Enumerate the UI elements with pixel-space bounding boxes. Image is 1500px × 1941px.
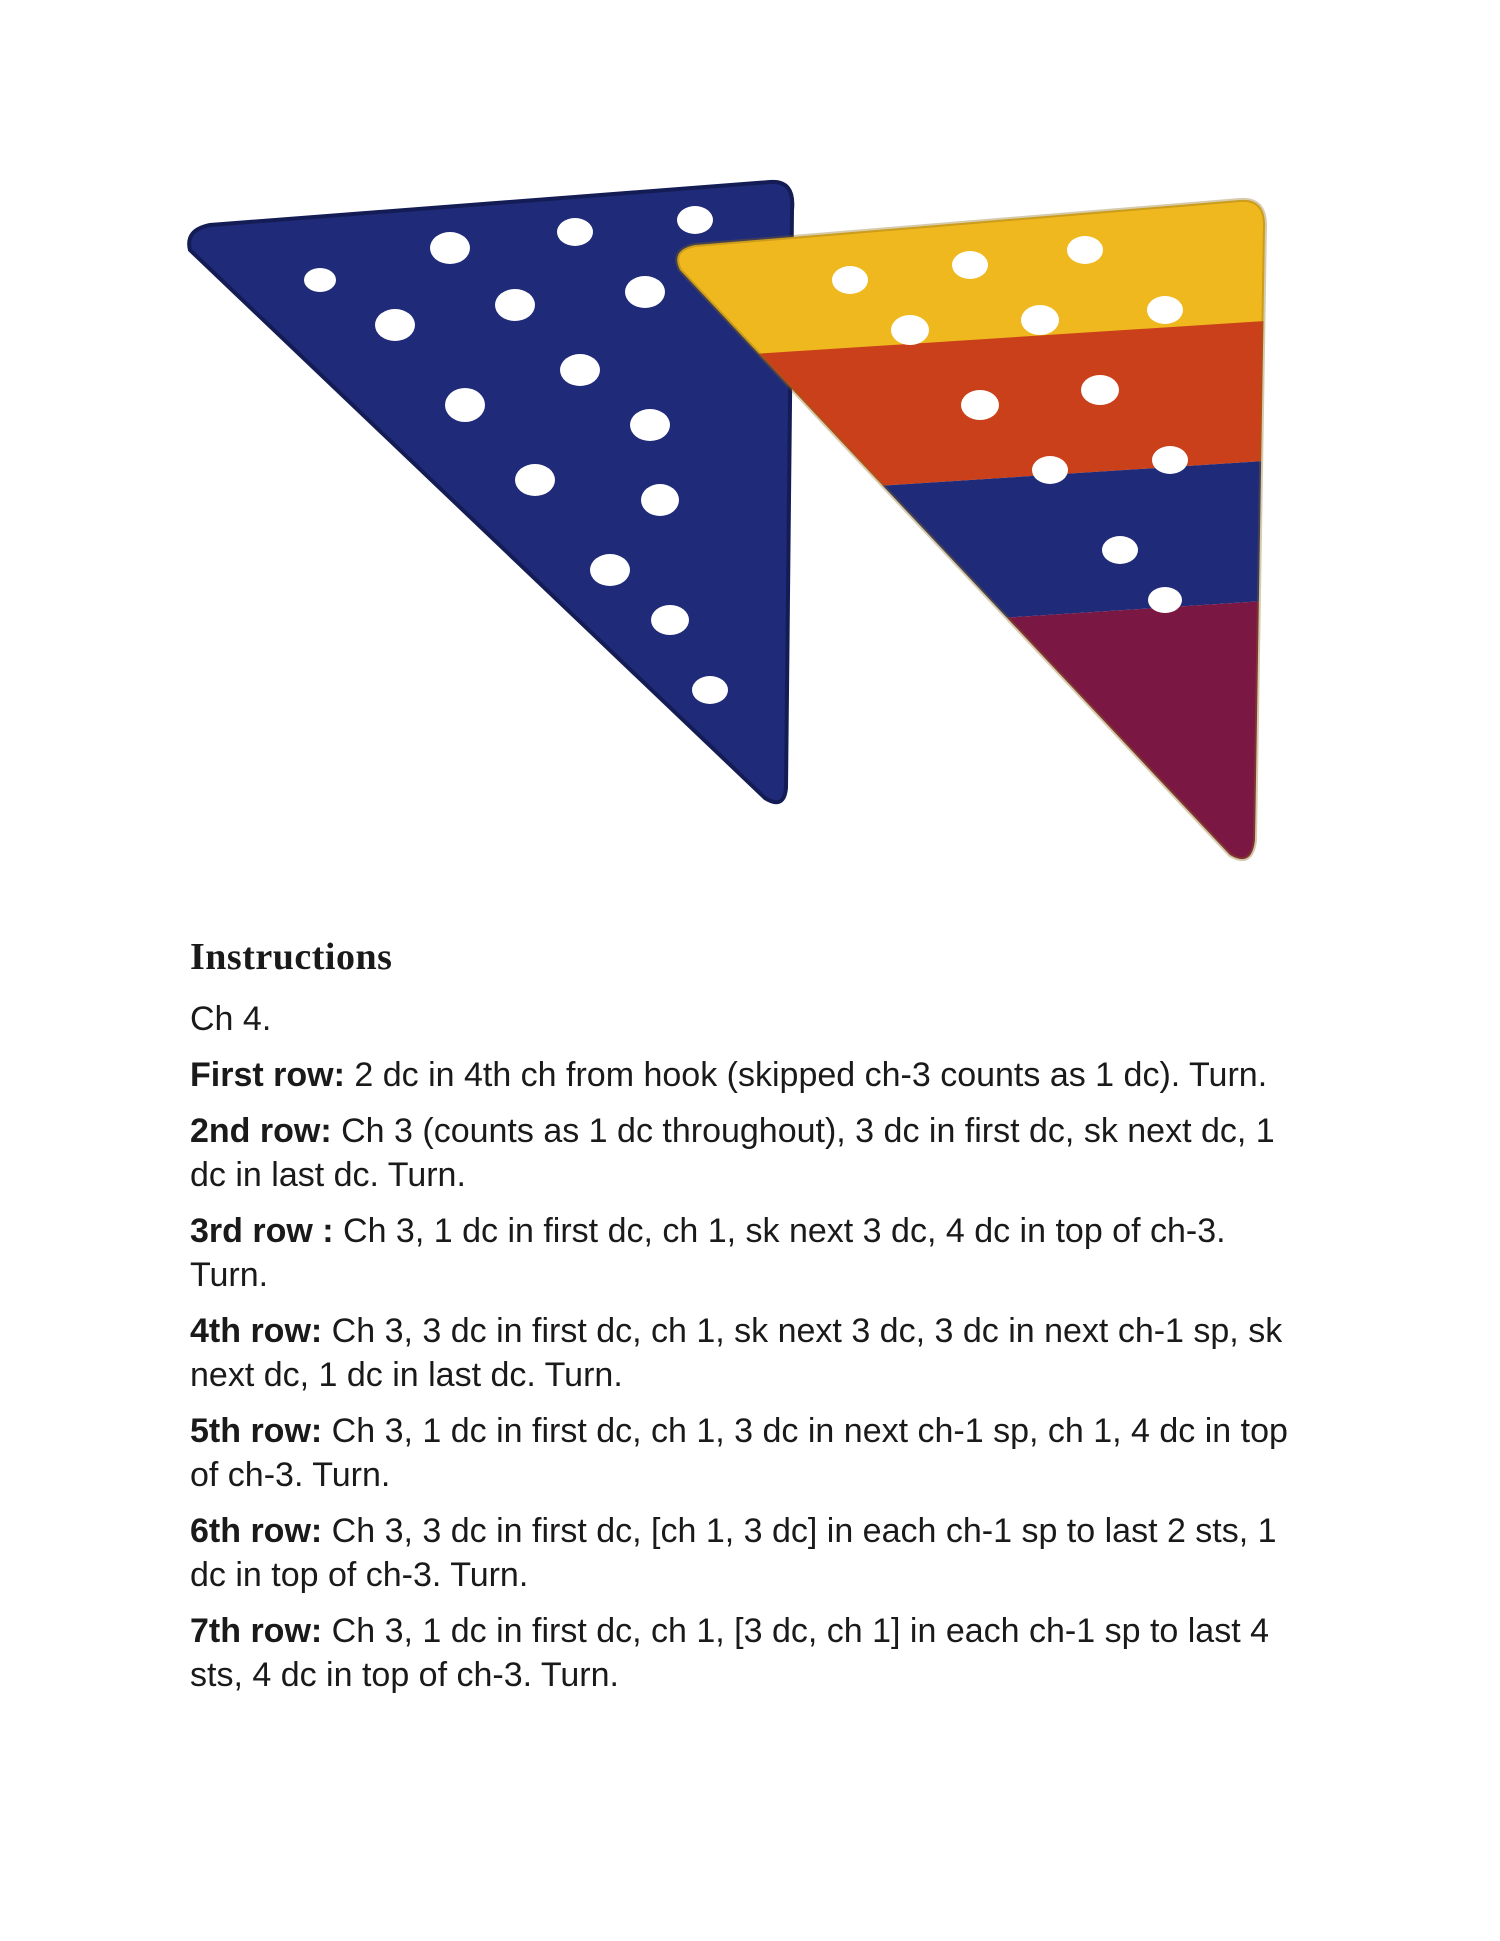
row-label: 5th row: bbox=[190, 1412, 323, 1450]
row-4 bbox=[190, 1309, 1310, 1397]
row-label: 2nd row: bbox=[190, 1112, 332, 1150]
row-label: 6th row: bbox=[190, 1512, 323, 1550]
row-1 bbox=[190, 1053, 1310, 1097]
row-text: Ch 3 (counts as 1 dc throughout), 3 dc in first dc, sk next dc, 1 dc in last dc. Turn. bbox=[190, 1112, 1275, 1194]
instructions-section bbox=[190, 935, 1310, 1709]
row-label: 3rd row : bbox=[190, 1212, 334, 1250]
row-label: 7th row: bbox=[190, 1612, 323, 1650]
row-text: 2 dc in 4th ch from hook (skipped ch-3 counts as 1 dc). Turn. bbox=[344, 1056, 1268, 1094]
instructions-heading: Instructions bbox=[190, 936, 393, 978]
row-text: Ch 3, 1 dc in first dc, ch 1, sk next 3 dc, 4 dc in top of ch-3. Turn. bbox=[190, 1212, 1226, 1294]
row-7 bbox=[190, 1609, 1310, 1697]
crochet-triangles-photo bbox=[180, 170, 1320, 870]
row-text: Ch 3, 1 dc in first dc, ch 1, 3 dc in next ch-1 sp, ch 1, 4 dc in top of ch-3. Turn. bbox=[190, 1412, 1288, 1494]
row-2 bbox=[190, 1109, 1310, 1197]
row-label: 4th row: bbox=[190, 1312, 323, 1350]
row-text: Ch 3, 1 dc in first dc, ch 1, [3 dc, ch 1] in each ch-1 sp to last 4 sts, 4 dc in top of ch-3. Turn. bbox=[190, 1612, 1270, 1694]
row-text: Ch 3, 3 dc in first dc, ch 1, sk next 3 dc, 3 dc in next ch-1 sp, sk next dc, 1 dc in last dc. Turn. bbox=[190, 1312, 1283, 1394]
row-5 bbox=[190, 1409, 1310, 1497]
crochet-triangles-image bbox=[180, 170, 1320, 870]
row-text: Ch 3, 3 dc in first dc, [ch 1, 3 dc] in each ch-1 sp to last 2 sts, 1 dc in top of ch-3. Turn. bbox=[190, 1512, 1277, 1594]
row-3 bbox=[190, 1209, 1310, 1297]
intro-step: Ch 4. bbox=[190, 1000, 272, 1038]
row-6 bbox=[190, 1509, 1310, 1597]
row-label: First row: bbox=[190, 1056, 345, 1094]
